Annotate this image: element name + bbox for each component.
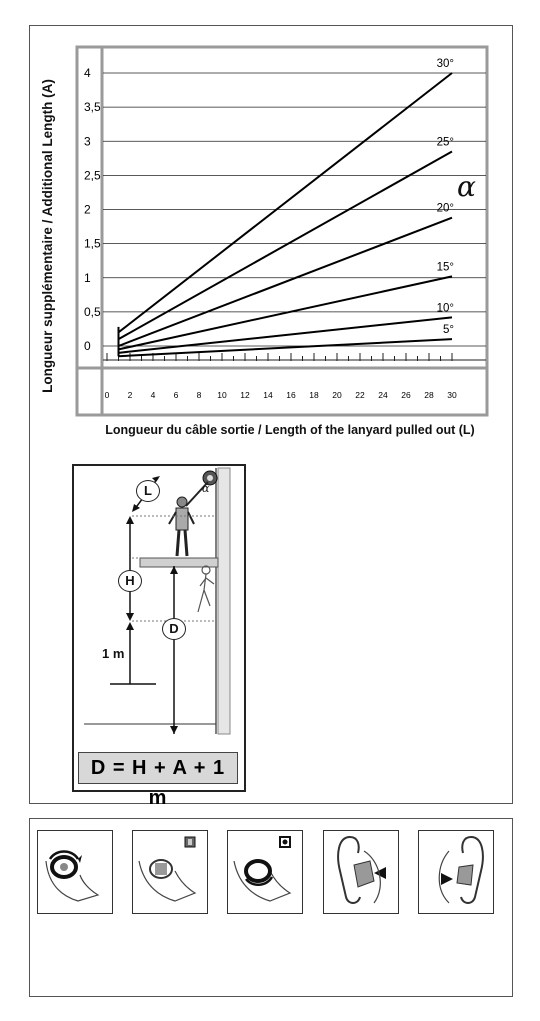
series-label: 15° <box>436 261 454 274</box>
x-tick-label: 14 <box>263 390 273 400</box>
y-tick-label: 1 <box>84 270 91 285</box>
step-3-panel <box>227 830 303 914</box>
y-tick-label: 2,5 <box>84 168 101 183</box>
step-1-panel <box>37 830 113 914</box>
x-tick-label: 24 <box>378 390 388 400</box>
x-tick-label: 10 <box>217 390 227 400</box>
hand-lock-icon <box>133 831 207 913</box>
series-label: 5° <box>443 324 454 337</box>
label-h: H <box>118 570 142 592</box>
y-tick-label: 1,5 <box>84 236 101 251</box>
series-line-15deg <box>119 276 453 349</box>
hand-rotating-icon <box>38 831 112 913</box>
series-label: 30° <box>436 58 454 70</box>
label-one-meter: 1 m <box>102 646 125 661</box>
y-axis-label: Longueur supplémentaire / Additional Length (A) <box>40 79 55 393</box>
label-l: L <box>136 480 160 502</box>
x-tick-label: 28 <box>424 390 434 400</box>
x-tick-label: 26 <box>401 390 411 400</box>
x-tick-label: 16 <box>286 390 296 400</box>
label-alpha-small: α <box>202 482 210 495</box>
y-tick-label: 2 <box>84 202 91 217</box>
y-tick-label: 4 <box>84 66 91 80</box>
x-tick-label: 0 <box>104 390 110 400</box>
series-label: 20° <box>436 202 454 215</box>
worker-figure-icon <box>169 497 194 556</box>
step-2-panel <box>132 830 208 914</box>
wall <box>218 468 230 734</box>
x-tick-label: 20 <box>332 390 342 400</box>
step-5-panel <box>418 830 494 914</box>
carabiner-press-icon <box>324 831 398 913</box>
y-tick-label: 0 <box>84 339 91 353</box>
series-label: 10° <box>436 302 454 315</box>
chart <box>0 0 540 440</box>
series-line-20deg <box>119 218 453 346</box>
y-tick-label: 3 <box>84 134 91 149</box>
hand-unlock-icon <box>228 831 302 913</box>
y-tick-label: 3,5 <box>84 100 101 115</box>
series-line-25deg <box>119 151 453 339</box>
x-tick-label: 4 <box>150 390 156 400</box>
series-label: 25° <box>436 136 454 149</box>
alpha-annotation: α <box>457 170 476 203</box>
x-tick-label: 6 <box>173 390 179 400</box>
series-line-30deg <box>119 73 453 332</box>
diagram-drawing <box>74 466 244 790</box>
formula: D = H + A + 1 m <box>78 752 238 784</box>
x-axis-label: Longueur du câble sortie / Length of the lanyard pulled out (L) <box>105 423 475 437</box>
y-tick-label: 0,5 <box>84 304 101 319</box>
x-tick-label: 18 <box>309 390 319 400</box>
x-tick-label: 2 <box>127 390 133 400</box>
x-tick-label: 30 <box>447 390 457 400</box>
carabiner-close-icon <box>419 831 493 913</box>
x-tick-label: 8 <box>196 390 202 400</box>
fall-clearance-diagram <box>72 464 246 809</box>
label-d: D <box>162 618 186 640</box>
x-tick-label: 12 <box>240 390 250 400</box>
x-tick-label: 22 <box>355 390 365 400</box>
falling-worker-icon <box>198 566 214 612</box>
step-4-panel <box>323 830 399 914</box>
